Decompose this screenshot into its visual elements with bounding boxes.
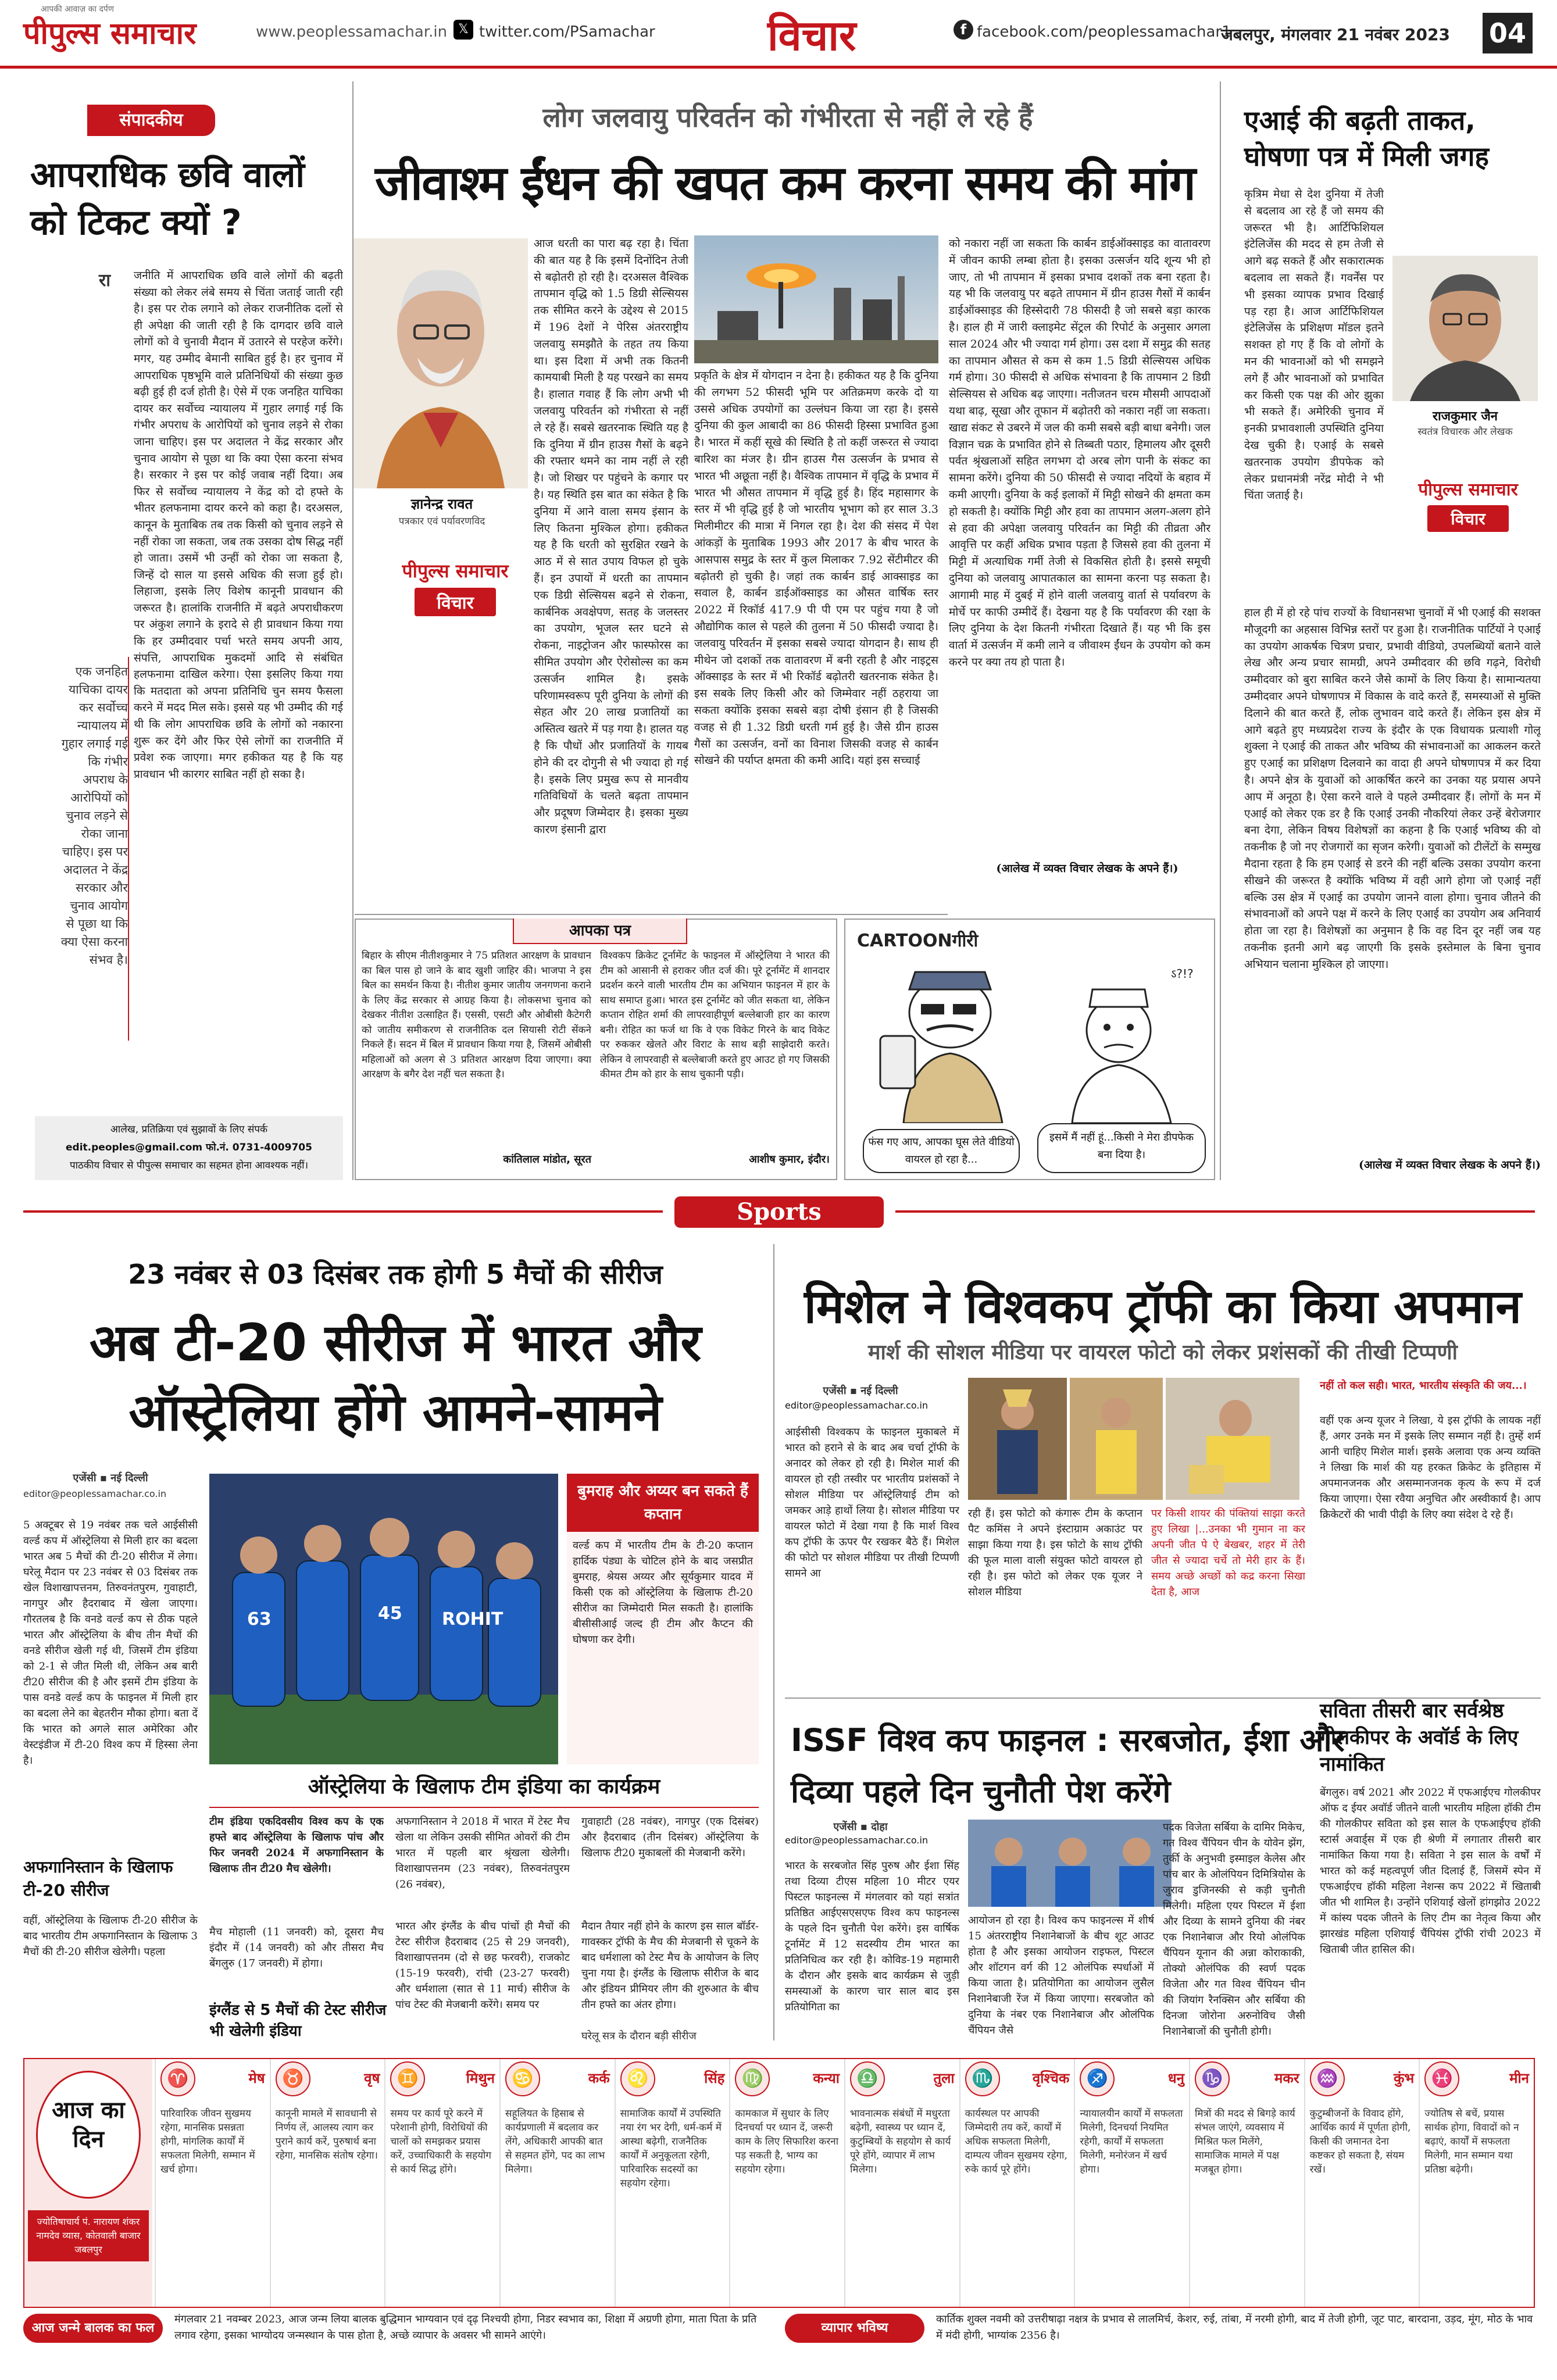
horoscope-sign bbox=[1074, 2059, 1189, 2307]
schedule-col3: गुवाहाटी (28 नवंबर), नागपुर (एक दिसंबर) और हैदराबाद (तीन दिसंबर) ऑस्ट्रेलिया के खिलाफ टी20 मुकाबलों की मेजबानी करेंगे। bbox=[581, 1816, 759, 1859]
zodiac-icon: ♓ bbox=[1424, 2061, 1459, 2096]
cartoon-box bbox=[844, 919, 1215, 1180]
horoscope-sign-text: पारिवारिक जीवन सुखमय रहेगा, मानसिक प्रसन्नता होगी, मांगलिक कार्यों में सफलता मिलेगी, सम्मान में खर्च होगा। bbox=[160, 2108, 255, 2175]
horoscope-sign-name: वृष bbox=[364, 2070, 380, 2086]
s2-body: आईसीसी विश्वकप के फाइनल मुकाबले में भारत को हराने से के बाद अब चर्चा ट्रॉफी के अनादर को लेकर हो रही है। मिशेल मार्श की वायरल हो रही तस्वीर पर भारतीय प्रशंसकों ने सोशल मीडिया पर ऑस्ट्रेलियाई टीम को जमकर आड़े हाथों लिया है। सोशल मीडिया पर वायरल फोटो में देखा गया है कि मार्श विश्व कप ट्रॉफी के ऊपर पैर रखकर बैठे हैं। मिशेल की फोटो पर सोशल मीडिया पर तीखी टिप्पणी सामने आ bbox=[785, 1426, 959, 1579]
england-head: इंग्लैंड से 5 मैचों की टेस्ट सीरीज भी खेलेगी इंडिया bbox=[209, 2002, 387, 2040]
section-title: विचार bbox=[767, 11, 856, 60]
cartoon-drawing bbox=[845, 943, 1214, 1123]
main-article-col1: आज धरती का पारा बढ़ रहा है। चिंता की बात यह है कि इसमें दिनोंदिन तेजी से बढ़ोतरी हो रही है। दरअसल वैश्विक तापमान वृद्धि को 1.5 डिग्री सेल्सियस तक सीमित करने के उद्देश्य से 2015 में 196 देशों ने पेरिस अंतरराष्ट्रीय जलवायु समझौते के तहत तय किया था। इस दिशा में अभी तक कितनी कामयाबी मिली है यह परखने का समय है। हालात गवाह हैं कि लोग अभी भी जलवायु परिवर्तन को गंभीरता से नहीं ले रहे हैं। सबसे खतरनाक स्थिति यह है कि दुनिया में ग्रीन हाउस गैसों के बढ़ने की रफ्तार थमने का नाम नहीं ले रही है। जो शिखर पर पहुंचने के कगार पर है। यह स्थिति इस बात का संकेत है कि दुनिया में आने वाला समय इंसान के लिए कितना मुश्किल होगा। हकीकत यह है कि धरती को सुरक्षित रखने के आठ में से सात उपाय विफल हो चुके हैं। इन उपायों में धरती का तापमान एक डिग्री सेल्सियस बढ़ने से रोकना, कार्बनिक अवक्षेपण, सतह के जलस्तर का उपयोग, भूजल स्तर घटने से रोकना, नाइट्रोजन और फास्फोरस का सीमित उपयोग और ऐरोसोल्स का कम उत्सर्जन शामिल है। इसके परिणामस्वरूप पूरी दुनिया के लोगों की सेहत और 20 लाख प्रजातियों का अस्तित्व खतरे में पड़ गया है। हालत यह है कि पौधों और प्रजातियों के गायब होने की दर दोगुनी से भी ज्यादा हो गई है। इसके लिए प्रमुख रूप से मानवीय गतिविधियों के चलते बढ़ता तापमान और प्रदूषण जिम्मेदार है। इसका मुख्य कारण इंसानी द्वारा bbox=[534, 237, 688, 836]
schedule-col1: टीम इंडिया एकदिवसीय विश्व कप के एक हफ्ते बाद ऑस्ट्रेलिया के खिलाफ पांच और फिर जनवरी 2024 में अफगानिस्तान के खिलाफ तीन टी20 मैच खेलेगी। bbox=[209, 1816, 384, 1875]
trophy-photo-1 bbox=[968, 1378, 1067, 1500]
letter-1: बिहार के सीएम नीतीशकुमार ने 75 प्रतिशत आरक्षण के प्रावधान का बिल पास हो जाने के बाद खुशी जाहिर की। भाजपा ने इस बिल का समर्थन किया है। नीतीश कुमार जातीय जनगणना कराने के लिए केंद्र सरकार से आग्रह किया है। लोकसभा चुनाव को देखकर नीतीश उत्साहित हैं। एससी, एसटी और ओबीसी कैटेगरी को जातीय समीकरण से राजनीतिक दल सियासी रोटी सेंकने निकले हैं। सदन में बिल में प्रावधान किया गया है, जिसमें ओबीसी महिलाओं को अलग से 3 प्रतिशत आरक्षण दिया जाएगा। क्या आरक्षण के बगैर देश नहीं चल सकता है। bbox=[362, 950, 591, 1080]
side-headline: एआई की बढ़ती ताकत, घोषणा पत्र में मिली जगह bbox=[1244, 105, 1489, 172]
horoscope-sign-text: सहूलियत के हिसाब से कार्यप्रणाली में बदलाव कर लेंगे, अधिकारी आपकी बात से सहमत होंगे, पद का लाभ मिलेगा। bbox=[505, 2108, 605, 2175]
side-logo-text: पीपुल्स समाचार bbox=[1418, 480, 1518, 500]
dateline: जबलपुर, मंगलवार 21 नवंबर 2023 bbox=[1221, 25, 1450, 44]
horoscope-sign-name: मकर bbox=[1274, 2070, 1299, 2086]
s1-email[interactable]: editor@peoplessamachar.co.in bbox=[23, 1488, 167, 1499]
s1-box-title: बुमराह और अय्यर बन सकते हैं कप्तान bbox=[567, 1474, 759, 1532]
team-india-photo bbox=[209, 1474, 558, 1764]
svg-text:ROHIT: ROHIT bbox=[442, 1609, 503, 1629]
contact-disclaimer: पाठकीय विचार से पीपुल्स समाचार का सहमत होना आवश्यक नहीं। bbox=[69, 1160, 309, 1171]
s3-body3: पदक विजेता सर्बिया के दामिर मिकेच, गत विश्व चैंपियन चीन के योवेन झेंग, तुर्की के अनुभवी इस्माइल केलेस और पांच बार के ओलंपियन दिमित्रियोस के जुराव डुजिनस्की से कड़ी चुनौती मिलेगी। महिला एयर पिस्टल में ईशा और दिव्या के सामने दुनिया की नंबर एक निशानेबाज और रियो ओलंपिक चैंपियन यूनान की अन्ना कोराकाकी, तोक्यो ओलंपिक की स्वर्ण पदक विजेता और गत विश्व चैंपियन चीन की जियांग रैनक्सिन और सर्बिया की दिनजा जोरोना अरुनोविच जैसी निशानेबाजों की चुनौती होगी। bbox=[1163, 1821, 1305, 2038]
editorial-pullquote: एक जनहित याचिका दायर कर सर्वोच्च न्यायालय में गुहार लगाई गई कि गंभीर अपराध के आरोपियों को चुनाव लड़ने से रोका जाना चाहिए। इस पर अदालत ने केंद्र सरकार और चुनाव आयोग से पूछा था कि क्या ऐसा करना संभव है। bbox=[60, 664, 128, 967]
s2-body2: रही हैं। इस फोटो को कंगारू टीम के कप्तान पैट कमिंस ने अपने इंस्टाग्राम अकाउंट पर साझा किया गया है। इस फोटो के साथ ट्रॉफी की फूल माला वाली संयुक्त फोटो वायरल हो रही है। इस फोटो को लेकर एक यूजर ने सोशल मीडिया bbox=[968, 1507, 1142, 1598]
horoscope-sign bbox=[959, 2059, 1074, 2307]
horoscope-sign bbox=[844, 2059, 959, 2307]
cartoon-bubble-right: इसमें मैं नहीं हूं...किसी ने मेरा डीपफेक बना दिया है। bbox=[1037, 1123, 1206, 1173]
zodiac-icon: ♋ bbox=[505, 2061, 540, 2096]
masthead-logo[interactable]: पीपुल्स समाचार bbox=[23, 16, 197, 51]
main-article-col3: को नकारा नहीं जा सकता कि कार्बन डाईऑक्साइड का वातावरण में जीवन काफी लम्बा होता है। इसका उत्सर्जन यदि शून्य भी हो जाए, तो भी तापमान में इसका प्रभाव दशकों तक बना रहता है। यह भी कि जलवायु पर बढ़ते तापमान में ग्रीन हाउस गैसों में कार्बन डाईऑक्साइड की हिस्सेदारी 78 फीसदी है जो सबसे बड़ा कारक है। हाल ही में जारी क्लाइमेट सेंट्रल की रिपोर्ट के अनुसार अगला साल 2024 और भी ज्यादा गर्म होगा। उस दशा में समुद्र की सतह का तापमान औसत से कम से कम 1.5 डिग्री सेल्सियस अधिक गर्म होगा। 30 फीसदी से अधिक संभावना है कि तापमान 2 डिग्री सेल्सियस से अधिक बढ़ जाएगा। नतीजतन चरम मौसमी आपदाओं यथा बाढ़, सूखा और तूफान में बढ़ोतरी को नकारा नहीं जा सकता। खाद्य संकट से उबरने में जल की कमी सबसे बड़ी बाधा बनेगी। जल विज्ञान चक्र के प्रभावित होने से तिब्बती पठार, हिमालय और दूसरी पर्वत श्रृंखलाओं सहित लगभग दो अरब लोग पानी के संकट का सामना करेंगे। दुनिया की 50 फीसदी से ज्यादा नदियों के बहाव में कमी आएगी। दुनिया के कई इलाकों में मिट्टी सोखने की क्षमता कम हो सकती है। क्योंकि मिट्टी और हवा का तापमान अलग-अलग होने से हवा की अपेक्षा जलवायु परिवर्तन का मिट्टी की तीव्रता और आवृत्ति पर कहीं अधिक प्रभाव पड़ता है जिससे हवा की तुलना में मिट्टी में अत्याधिक गर्मी तेजी से विकसित होती है। इससे समूची दुनिया को जलवायु आपातकाल का सामना करना पड़ सकता है। आगामी माह में दुबई में होने वाली जलवायु वार्ता से पर्यावरण के मोर्चे पर काफी उम्मीदें हैं। देखना यह है कि पर्यावरण की रक्षा के लिए दुनिया के देश कितनी गंभीरता दिखाते हैं। यह भी कि इस वार्ता में उत्सर्जन में कमी लाने व जीवाश्म ईंधन के उपयोग को कम करने पर क्या तय हो पाता है। bbox=[949, 237, 1210, 669]
zodiac-icon: ♎ bbox=[850, 2061, 885, 2096]
s2-body4: वहीं एक अन्य यूजर ने लिखा, ये इस ट्रॉफी के लायक नहीं हैं, अगर उनके मन में इसके लिए सम्मान नहीं है। तुम्हें शर्म आनी चाहिए मिशेल मार्श। इसके अलावा एक अन्य व्यक्ति ने लिखा कि मार्श की यह हरकत क्रिकेट के इतिहास में अपमानजनक और असम्मानजनक कृत्य के रूप में दर्ज किया जाएगा। ऐसा रवैया अनुचित और अस्वीकार्य है। आप क्रिकेटरों की भावी पीढ़ी के लिए क्या संदेश दे रहे हैं। bbox=[1320, 1414, 1541, 1521]
s3-headline: ISSF विश्व कप फाइनल : सरबजोत, ईशा और दिव्या पहले दिन चुनौती पेश करेंगे bbox=[791, 1722, 1345, 1810]
horoscope-sign-name: कर्क bbox=[588, 2070, 610, 2086]
horoscope-sign bbox=[1419, 2059, 1534, 2307]
zodiac-icon: ♊ bbox=[390, 2061, 425, 2096]
horoscope-sign bbox=[499, 2059, 615, 2307]
s2-subtitle: मार्श की सोशल मीडिया पर वायरल फोटो को लेकर प्रशंसकों की तीखी टिप्पणी bbox=[868, 1341, 1458, 1364]
editorial-label: संपादकीय bbox=[87, 105, 215, 136]
horoscope-sign-name: सिंह bbox=[704, 2070, 725, 2086]
main-article-col2: प्रकृति के क्षेत्र में योगदान न देना है। हकीकत यह है कि दुनिया की लगभग 52 फीसदी भूमि पर अतिक्रमण करके दो या उससे अधिक उपयोगों का उल्लंघन किया जा रहा है। इससे दुनिया की कुल आबादी का 86 फीसदी हिस्सा प्रभावित हुआ है। भारत में कहीं सूखे की स्थिति है तो कहीं जरूरत से ज्यादा बारिश का मंजर है। ग्रीन हाउस गैस उत्सर्जन के प्रभाव से भारत भी अछूता नहीं है। वैश्विक तापमान में वृद्धि के प्रभाव में भारत भी औसत तापमान में वृद्धि हुई है। हिंद महासागर के स्तर में भी वृद्धि हुई है जो भारतीय भूभाग को हर साल 3.3 मिलीमीटर की मात्रा में निगल रहा है। देश की संसद में पेश आंकड़ों के मुताबिक 1993 और 2017 के बीच भारत के आसपास समुद्र के स्तर में कुल मिलाकर 7.92 सेंटीमीटर की बढ़ोतरी हो चुकी है। जहां तक कार्बन डाई आक्साइड का सवाल है, कार्बन डाईऑक्साइड का औसत वार्षिक स्तर 2022 में रिकॉर्ड 417.9 पी पी एम पर पहुंच गया है जो औद्योगिक काल से पहले की तुलना में 50 फीसदी ज्यादा है। जलवायु परिवर्तन में इसका सबसे ज्यादा योगदान है। साथ ही मीथेन जो दशकों तक वातावरण में बनी रहती है और नाइट्रस ऑक्साइड के स्तर में भी रिकॉर्ड बढ़ोतरी खतरनाक संकेत है। इस सबके लिए किसी और को जिम्मेवार नहीं ठहराया जा सकता क्योंकि इसका सबसे बड़ा दोषी इंसान ही है जिसकी वजह से ही 1.32 डिग्री धरती गर्म हुई है। जैसे ग्रीन हाउस गैसों का उत्सर्जन, वनों का विनाश जिसकी वजह से कार्बन सोखने की पर्याप्त क्षमता की कमी आदि। यहां इस सच्चाई bbox=[694, 369, 938, 767]
zodiac-icon: ♑ bbox=[1195, 2061, 1230, 2096]
horoscope-sign-text: भावनात्मक संबंधों में मधुरता बढ़ेगी, स्वास्थ्य पर ध्यान दें, कुटुम्बियों के सहयोग से कार्य पूरे होंगे, व्यापार में लाभ मिलेगा। bbox=[850, 2108, 951, 2175]
s2-headline: मिशेल ने विश्वकप ट्रॉफी का किया अपमान bbox=[804, 1280, 1522, 1334]
main-article-disclaimer: (आलेख में व्यक्त विचार लेखक के अपने हैं।) bbox=[959, 860, 1215, 875]
s2-byline: एजेंसी ▪ नई दिल्ली bbox=[823, 1385, 898, 1397]
twitter-link[interactable]: twitter.com/PSamachar bbox=[479, 23, 655, 41]
horoscope-sign-text: कामकाज में सुधार के लिए दिनचर्या पर ध्यान दें, जरूरी काम के लिए सिफारिश करना पड़ सकती है, भाग्य का सहयोग रहेगा। bbox=[735, 2108, 839, 2175]
masthead bbox=[0, 0, 1557, 69]
horoscope-box bbox=[24, 2059, 152, 2307]
signs-row bbox=[155, 2059, 1534, 2307]
s1-subbody: वहीं, ऑस्ट्रेलिया के खिलाफ टी-20 सीरीज के बाद भारतीय टीम अफगानिस्तान के खिलाफ 3 मैचों की टी-20 सीरीज खेलेगी। पहला bbox=[23, 1914, 198, 1958]
s2-quote: नहीं तो कल सही। भारत, भारतीय संस्कृति की जय...। bbox=[1320, 1380, 1527, 1392]
author-photo bbox=[353, 238, 528, 488]
sports-rule-right bbox=[895, 1210, 1535, 1213]
masthead-tagline: आपकी आवाज़ का दर्पण bbox=[41, 5, 114, 14]
horoscope-sign-name: मेष bbox=[248, 2070, 265, 2086]
svg-text:63: 63 bbox=[247, 1609, 272, 1629]
s2-body3: पर किसी शायर की पंक्तियां साझा करते हुए लिखा |...उनका भी गुमान ना कर अपनी जीत पे ऐ बेखबर, शहर में तेरी जीत से ज्यादा चर्चे तो मेरी हार के हैं। समय अच्छे अच्छों को कद्र करना सिखा देता है, आज bbox=[1151, 1507, 1305, 1598]
market-label: व्यापार भविष्य bbox=[785, 2314, 924, 2343]
horoscope-sign-text: कानूनी मामले में सावधानी से निर्णय लें, आलस्य त्याग कर पुराने कार्य करें, पुरुषार्थ बना रहेगा, मानसिक संतोष रहेगा। bbox=[275, 2108, 378, 2161]
main-kicker: लोग जलवायु परिवर्तन को गंभीरता से नहीं ले रहे हैं bbox=[542, 102, 1033, 133]
letters-box bbox=[355, 919, 837, 1180]
cartoon-label: CARTOONगीरी bbox=[857, 931, 979, 951]
editorial-dropcap: रा bbox=[99, 270, 111, 291]
letter-2: विश्वकप क्रिकेट टूर्नामेंट के फाइनल में ऑस्ट्रेलिया ने भारत की टीम को आसानी से हराकर जीत दर्ज की। पूरे टूर्नामेंट में शानदार प्रदर्शन करने वाली भारतीय टीम का अभियान फाइनल में हार के साथ समाप्त हुआ। भारत इस टूर्नामेंट को जीत सकता था, लेकिन कप्तान रोहित शर्मा की लापरवाहीपूर्ण बल्लेबाजी हार का कारण बनी। रोहित का फर्ज था कि वे एक विकेट गिरने के बाद विकेट पर रुककर खेलते और विराट के साथ बड़ी साझेदारी करते। लेकिन वे लापरवाही से बल्लेबाजी करते हुए आउट हो गए जिसकी कीमत टीम को हार के साथ चुकानी पड़ी। bbox=[600, 950, 830, 1080]
horoscope-sign-text: समय पर कार्य पूरे करने में परेशानी होगी, विरोधियों की चालों को समझकर प्रयास करें, उच्चाधिकारी के सहयोग से कार्य सिद्ध होंगे। bbox=[390, 2108, 491, 2175]
s4-headline: सविता तीसरी बार सर्वश्रेष्ठ गोलकीपर के अवॉर्ड के लिए नामांकित bbox=[1320, 1699, 1519, 1776]
side-logo-section: विचार bbox=[1427, 505, 1509, 532]
letters-rule bbox=[355, 914, 948, 915]
horoscope-sign-name: मीन bbox=[1509, 2070, 1529, 2086]
contact-line-1: आलेख, प्रतिक्रिया एवं सुझावों के लिए संपर्क bbox=[110, 1124, 268, 1135]
editorial-divider bbox=[128, 657, 129, 1041]
editorial-title: आपराधिक छवि वालों को टिकट क्यों ? bbox=[30, 155, 305, 243]
horoscope-sign-text: मित्रों की मदद से बिगड़े कार्य संभल जाएंगे, व्यवसाय में मिश्रित फल मिलेंगे, सामाजिक मामले में पक्ष मजबूत होगा। bbox=[1195, 2108, 1295, 2175]
horoscope-sign-text: ज्योतिष से बचें, प्रयास सार्थक होगा, विवादों को न बढ़ाएं, कार्यों में सफलता मिलेगी, मान सम्मान यथा प्रतिष्ठा बढ़ेगी। bbox=[1424, 2108, 1519, 2175]
horoscope-sign bbox=[615, 2059, 730, 2307]
svg-text:45: 45 bbox=[378, 1603, 402, 1624]
s1-body: 5 अक्टूबर से 19 नवंबर तक चले आईसीसी वर्ल्ड कप में ऑस्ट्रेलिया से मिली हार का बदला भारत अब 5 मैचों की टी-20 सीरीज में लेगा। घरेलू मैदान पर 23 नवंबर से 03 दिसंबर तक खेल विशाखापत्तनम, तिरुवनंतपुरम, गुवाहाटी, नागपुर और हैदराबाद में खेला जाएगा। गौरतलब है कि वनडे वर्ल्ड कप से ठीक पहले भारत और ऑस्ट्रेलिया के बीच तीन मैचों की वनडे सीरीज खेली गई थी, जिसमें टीम इंडिया को 2-1 से जीत मिली थी, लेकिन अब बारी टी20 सीरीज की है और इसमें टीम इंडिया के पास वनडे वर्ल्ड कप के फाइनल में मिली हार का बदला लेने का बेहतरीन मौका होगा। बता दें कि भारत को अगले साल अमेरिका और वेस्टइंडीज में टी-20 विश्व कप में हिस्सा लेना है। bbox=[23, 1519, 198, 1767]
refinery-photo bbox=[694, 235, 938, 363]
letter-2-signature: आशीष कुमार, इंदौर। bbox=[749, 1153, 830, 1166]
zodiac-icon: ♈ bbox=[160, 2061, 195, 2096]
horoscope-sign-text: सामाजिक कार्यों में उपस्थिति नया रंग भर देगी, धर्म-कर्म में आस्था बढ़ेगी, राजनैतिक कार्यों में अनुकूलता रहेगी, पारिवारिक सदस्यों का सहयोग रहेगा। bbox=[620, 2108, 722, 2189]
horoscope-sign-name: तुला bbox=[933, 2070, 955, 2086]
horoscope-sign bbox=[729, 2059, 844, 2307]
s1-subhead: अफगानिस्तान के खिलाफ टी-20 सीरीज bbox=[23, 1857, 173, 1900]
svg-text:ऽ?!?: ऽ?!? bbox=[1171, 967, 1194, 981]
main-headline: जीवाश्म ईंधन की खपत कम करना समय की मांग bbox=[375, 156, 1195, 211]
schedule-col2b: भारत और इंग्लैंड के बीच पांचों ही मैचों की टेस्ट सीरीज हैदराबाद (25 से 29 जनवरी), विशाखापत्तनम (दो से छह फरवरी), राजकोट (15-19 फरवरी), रांची (23-27 फरवरी) और धर्मशाला (सात से 11 मार्च) सीरीज के पांच टेस्ट की मेजबानी करेंगे। समय पर bbox=[395, 1920, 570, 2011]
s1-box bbox=[567, 1474, 759, 1764]
editorial-body: जनीति में आपराधिक छवि वाले लोगों की बढ़ती संख्या को लेकर लंबे समय से चिंता जताई जाती रही है। इस पर रोक लगाने को लेकर राजनीतिक दलों से ही अपेक्षा की जाती रही है कि दागदार छवि वाले लोगों को वे चुनावी मैदान में उतारने से परहेज करेंगे। मगर, यह उम्मीद बेमानी साबित हुई है। हर चुनाव में आपराधिक पृष्ठभूमि वाले प्रतिनिधियों की संख्या कुछ बढ़ी हुई ही दर्ज होती है। ऐसे में एक जनहित याचिका दायर कर सर्वोच्च न्यायालय में गुहार लगाई गई कि गंभीर अपराध के आरोपियों को चुनाव लड़ने से रोका जाना चाहिए। इस पर अदालत ने केंद्र सरकार और चुनाव आयोग से पूछा था कि क्या ऐसा करना संभव है। सरकार ने इस पर कोई जवाब नहीं दिया। अब फिर से सर्वोच्च न्यायालय ने केंद्र को दो हफ्ते के भीतर हलफनामा दायर करने को कहा है। दरअसल, कानून के मुताबिक तब तक किसी को चुनाव लड़ने से नहीं रोका जा सकता, जब तक उसका दोष सिद्ध नहीं हो जाता। उसमें भी उन्हीं को रोका जा सकता है, जिन्हें दो साल या इससे अधिक की सजा हुई हो। लिहाजा, इसके लिए विशेष कानूनी प्रावधान की जरूरत है। हालांकि राजनीति में बढ़ते अपराधीकरण पर अंकुश लगाने के इरादे से ही प्रावधान किया गया कि हर उम्मीदवार पर्चा भरते समय अपनी आय, संपत्ति, आपराधिक मुकदमों आदि से संबंधित हलफनामा दाखिल करेगा। ऐसा इसलिए किया गया कि मतदाता को अपना प्रतिनिधि चुन समय फैसला करने में मदद मिल सके। इससे यह भी उम्मीद की गई थी कि लोग आपराधिक छवि के लोगों को नकारना शुरू कर देंगे और फिर ऐसे लोगों का राजनीति में प्रवेश रुक जाएगा। मगर हकीकत यह है कि यह प्रावधान भी कारगर साबित नहीं हो सका है। bbox=[134, 269, 343, 781]
horoscope-strip bbox=[23, 2058, 1535, 2308]
horoscope-sign-text: न्यायालयीन कार्यों में सफलता मिलेगी, दिनचर्या नियमित रहेगी, कार्यों में सफलता मिलेगी, मनोरंजन में खर्च होगा। bbox=[1080, 2108, 1183, 2175]
sports-rule-left bbox=[23, 1210, 663, 1213]
side-author-name: राजकुमार जैन bbox=[1433, 409, 1498, 424]
horoscope-sign bbox=[1304, 2059, 1419, 2307]
horoscope-sign-name: वृश्चिक bbox=[1032, 2070, 1070, 2086]
author-name: ज्ञानेन्द्र रावत bbox=[410, 496, 473, 512]
letter-1-signature: कांतिलाल मांडोत, सूरत bbox=[503, 1153, 591, 1166]
astrologer-name: ज्योतिषाचार्य पं. नारायण शंकर नामदेव व्यास, कोतवाली बाजार जबलपुर bbox=[28, 2210, 149, 2261]
cartoon-bubble-left: फंस गए आप, आपका घूस लेते वीडियो वायरल हो रहा है... bbox=[863, 1129, 1020, 1173]
birthday-text: मंगलवार 21 नवम्बर 2023, आज जन्म लिया बालक बुद्धिमान भाग्यवान एवं दृढ़ निश्चयी होगा, निडर स्वभाव का, शिक्षा में अग्रणी होगा, माता पिता के प्रति लगाव रहेगा, इसका भाग्योदय जन्मस्थान के पास होता है, अच्छे व्यापार के अवसर भी सामने आएंगे। bbox=[174, 2313, 757, 2342]
market-text: कार्तिक शुक्ल नवमी को उत्तरीषाढ़ा नक्षत्र के प्रभाव से लालमिर्च, केशर, रुई, तांबा, में नरमी होगी, बाद में तेजी होगी, जूट पाट, बारदाना, उड़द, मूंग, मोठ के भाव में मंदी होगी, भाग्यांक 2356 है। bbox=[936, 2313, 1533, 2342]
horoscope-sign bbox=[155, 2059, 270, 2307]
birthday-label: आज जन्मे बालक का फल bbox=[23, 2314, 163, 2343]
s3-byline: एजेंसी ▪ दोहा bbox=[833, 1821, 888, 1833]
schedule-rule bbox=[209, 1807, 759, 1808]
zodiac-icon: ♌ bbox=[620, 2061, 655, 2096]
s1-kicker: 23 नवंबर से 03 दिसंबर तक होगी 5 मैचों की सीरीज bbox=[128, 1259, 663, 1290]
facebook-link[interactable]: facebook.com/peoplessamachar1 bbox=[977, 23, 1231, 41]
side-logo-block bbox=[1395, 477, 1541, 541]
s2-email[interactable]: editor@peoplessamachar.co.in bbox=[785, 1400, 929, 1411]
paper-logo-block bbox=[383, 558, 528, 628]
side-body-1: कृत्रिम मेधा से देश दुनिया में तेजी से बदलाव आ रहे हैं जो समय की जरूरत भी है। आर्टिफिशियल इंटेलिजेंस की मदद से हम तेजी से आगे बढ़ सकते हैं और सकारात्मक बदलाव ला सकते हैं। गवर्नेंस पर भी इसका व्यापक प्रभाव दिखाई पड़ रहा है। आज आर्टिफिशियल इंटेलिजेंस के प्रशिक्षण मॉडल इतने सशक्त हो गए हैं कि वो लोगों के मन की भावनाओं को भी समझने लगे हैं और भावनाओं को प्रभावित कर किसी एक पक्ष की ओर झुका भी सकते हैं। अमेरिकी चुनाव में इनकी प्रभावशाली उपस्थिति दुनिया देख चुकी है। एआई के सबसे खतरनाक उपयोग डीपफेक को लेकर प्रधानमंत्री नरेंद्र मोदी ने भी चिंता जताई है। bbox=[1244, 188, 1384, 502]
s1-box-body: वर्ल्ड कप में भारतीय टीम के टी-20 कप्तान हार्दिक पंड्या के चोटिल होने के बाद जसप्रीत बुमराह, श्रेयस अय्यर और सूर्यकुमार यादव में किसी एक को ऑस्ट्रेलिया के खिलाफ टी-20 सीरीज का जिम्मेदारी मिल सकती है। हालांकि बीसीसीआई जल्द ही टीम और कैप्टन की घोषणा कर देगी। bbox=[573, 1539, 753, 1646]
horoscope-sign-name: कुंभ bbox=[1394, 2070, 1415, 2086]
side-author-photo bbox=[1392, 256, 1538, 401]
s3-email[interactable]: editor@peoplessamachar.co.in bbox=[785, 1835, 929, 1846]
s4-body: बेंगलुरु। वर्ष 2021 और 2022 में एफआईएच गोलकीपर ऑफ द ईयर अवॉर्ड जीतने वाली भारतीय महिला हॉकी टीम की गोलकीपर सविता को इस साल के एफआईएच हॉकी स्टार्स अवार्ड्स में एक ही श्रेणी में लगातार तीसरी बार नामांकित किया गया है। सविता ने इस साल के वर्षों में भारत को कई महत्वपूर्ण जीत दिलाई हैं, जिसमें स्पेन में एफआईएच हॉकी महिला नेशन्स कप 2022 में खिताबी जीत भी शामिल है। उन्होंने एशियाई खेलों हांगझोउ 2022 में कांस्य पदक जीतने के लिए टीम का नेतृत्व किया और झारखंड महिला एशियाई चैंपियंस ट्रॉफी रांची 2023 में खिताबी जीत हासिल की। bbox=[1320, 1786, 1541, 1956]
schedule-col1b: मैच मोहाली (11 जनवरी) को, दूसरा मैच इंदौर में (14 जनवरी) को और तीसरा मैच बेंगलुरु (17 जनवरी) में होगा। bbox=[209, 1926, 384, 1970]
horoscope-sign bbox=[1189, 2059, 1304, 2307]
letters-header: आपका पत्र bbox=[513, 919, 687, 944]
column-divider-2 bbox=[1220, 81, 1221, 1180]
side-body-2: हाल ही में हो रहे पांच राज्यों के विधानसभा चुनावों में भी एआई की सशक्त मौजूदगी का अहसास विभिन्न स्तरों पर हुआ है। राजनीतिक पार्टियों ने एआई का उपयोग आकर्षक चित्रण प्रचार, प्रभावी वीडियो, उपलब्धियों बताने वाले लेख और अन्य प्रचार सामग्री, अपने उम्मीदवार की छवि गढ़ने, विरोधी उम्मीदवार को बुरा साबित करने जैसे कामों के लिए किया है। सामान्यतया उम्मीदवार अपने घोषणापत्र में विकास के वादे करते हैं, समस्याओं से मुक्ति दिलाने की बात करते हैं, लोक लुभावन वादे करते हैं। लेकिन इस क्षेत्र में आगे बढ़ते हुए मध्यप्रदेश राज्य के इंदौर के एक विधायक प्रत्याशी गोलू शुक्ला ने एआई की ताकत और भविष्य की संभावनाओं का आकलन करते हुए एआई का प्रशिक्षण दिलवाने का वादा ही अपने घोषणापत्र में कर दिया है। अपने क्षेत्र के युवाओं को आकर्षित करने का उनका यह प्रयास अपने आप में अनूठा है। ऐसा करने वाले वे पहले उम्मीदवार हैं। लोगों के मन में एआई को लेकर एक डर है कि एआई उनकी नौकरियां लेकर उन्हें बेरोजगार बना देगा, लेकिन विषय विशेषज्ञों का कहना है कि एआई भविष्य की वो तकनीक है जो नए रोजगारों का सृजन करेगी। युवाओं को टीलेंटों के सम्मुख मैदाना रहता है कि हम एआई से डरने की नहीं बल्कि उसका उपयोग करना सीखने की जरूरत है क्योंकि भविष्य में वही आगे होगा जो एआई नहीं बल्कि उस क्षेत्र में एआई का उपयोग जानने वाला होगा। चुनाव जीतने की संभावनाओं को अपने पक्ष में करने के लिए एआई का उपयोग अब अनिवार्य होता जा रहा है। विशेषज्ञों का अनुमान है कि वह दिन दूर नहीं जब यह तकनीक इतनी आगे बढ़ जाएगी कि इसके इस्तेमाल के बिना चुनाव अभियान चलाना मुश्किल हो जाएगा। bbox=[1244, 606, 1541, 971]
s3-body: भारत के सरबजोत सिंह पुरुष और ईशा सिंह तथा दिव्या टीएस महिला 10 मीटर एयर पिस्टल फाइनल्स में मंगलवार को यहां सत्रांत प्रतिष्ठित आईएसएसएफ विश्व कप फाइनल्स के पहले दिन चुनौती पेश करेंगे। इस वार्षिक टूर्नामेंट में 12 सदस्यीय टीम भारत का प्रतिनिधित्व कर रही है। कोविड-19 महामारी के दौरान और इसके बाद कार्यक्रम से जुड़ी समस्याओं के कारण चार साल बाद इस प्रतियोगिता का bbox=[785, 1860, 959, 2013]
contact-box bbox=[35, 1116, 343, 1180]
horoscope-sign-name: कन्या bbox=[813, 2070, 840, 2086]
zodiac-icon: ♍ bbox=[735, 2061, 770, 2096]
facebook-icon: f bbox=[954, 20, 973, 40]
zodiac-icon: ♏ bbox=[965, 2061, 1000, 2096]
horoscope-sign-text: कुटुम्बीजनों के विवाद होंगे, आर्थिक कार्य में पूर्णता होगी, किसी की जमानत देना कष्टकर हो सकता है, संयम रखें। bbox=[1309, 2108, 1411, 2175]
s1-headline: अब टी-20 सीरीज में भारत और ऑस्ट्रेलिया होंगे आमने-सामने bbox=[89, 1313, 702, 1442]
zodiac-icon: ♉ bbox=[276, 2061, 310, 2096]
side-disclaimer: (आलेख में व्यक्त विचार लेखक के अपने हैं।) bbox=[1358, 1159, 1541, 1171]
england-tail: घरेलू सत्र के दौरान बड़ी सीरीज bbox=[581, 2030, 697, 2042]
side-author-role: स्वतंत्र विचारक और लेखक bbox=[1417, 426, 1513, 438]
schedule-title: ऑस्ट्रेलिया के खिलाफ टीम इंडिया का कार्यक्रम bbox=[209, 1770, 759, 1804]
horoscope-sign-name: मिथुन bbox=[466, 2070, 495, 2086]
sports-banner: Sports bbox=[674, 1196, 884, 1228]
horoscope-sign bbox=[384, 2059, 499, 2307]
sports-divider bbox=[773, 1244, 774, 2040]
zodiac-icon: ♐ bbox=[1080, 2061, 1115, 2096]
paper-logo-section: विचार bbox=[415, 588, 496, 616]
shooters-photo bbox=[968, 1820, 1172, 1907]
page-number: 04 bbox=[1483, 13, 1533, 53]
schedule-col4: मैदान तैयार नहीं होने के कारण इस साल बॉर्डर-गावस्कर ट्रॉफी के मैच की मेजबानी से चूकने के बाद धर्मशाला को टेस्ट मैच के आयोजन के लिए चुना गया है। इंग्लैंड के खिलाफ सीरीज के बाद और इंडियन प्रीमियर लीग की शुरुआत के बीच तीन हफ्ते का अंतर होगा। bbox=[581, 1920, 759, 2011]
horoscope-sign bbox=[270, 2059, 385, 2307]
horoscope-sign-name: धनु bbox=[1167, 2070, 1184, 2086]
contact-email[interactable]: edit.peoples@gmail.com फो.नं. 0731-4009705 bbox=[66, 1142, 312, 1153]
trophy-photo-2 bbox=[1070, 1378, 1163, 1500]
author-role: पत्रकार एवं पर्यावरणविद bbox=[398, 516, 485, 527]
s3-body2: आयोजन हो रहा है। विश्व कप फाइनल्स में शीर्ष 15 अंतरराष्ट्रीय निशानेबाजों के बीच शूट आउट होता है और इसका आयोजन राइफल, पिस्टल और शॉटगन वर्ग की 12 ओलंपिक स्पर्धाओं में किया जाता है। प्रतियोगिता का आयोजन लुसैल निशानेबाजी रेंज में किया जाएगा। सरबजोत को दुनिया के नंबर एक निशानेबाज और ओलंपिक चैंपियन जैसे bbox=[968, 1914, 1154, 2036]
trophy-photo-3 bbox=[1166, 1378, 1299, 1500]
paper-logo-text: पीपुल्स समाचार bbox=[402, 560, 509, 582]
zodiac-icon: ♒ bbox=[1310, 2061, 1345, 2096]
s1-byline: एजेंसी ▪ नई दिल्ली bbox=[73, 1472, 148, 1484]
horoscope-sign-text: कार्यस्थल पर आपकी जिम्मेदारी तय करें, कार्यों में अधिक सफलता मिलेगी, दाम्पत्य जीवन सुखमय रहेगा, रुके कार्य पूरे होंगे। bbox=[965, 2108, 1067, 2175]
schedule-col2: अफगानिस्तान ने 2018 में भारत में टेस्ट मैच खेला था लेकिन उसकी सीमित ओवरों की टीम भारत में पहली बार श्रृंखला खेलेगी। विशाखापत्तनम (23 नवंबर), तिरुवनंतपुरम (26 नवंबर), bbox=[395, 1816, 570, 1891]
website-link[interactable]: www.peoplessamachar.in bbox=[256, 23, 448, 41]
horoscope-title: आज का दिन bbox=[36, 2071, 141, 2199]
twitter-icon: 𝕏 bbox=[453, 20, 473, 40]
